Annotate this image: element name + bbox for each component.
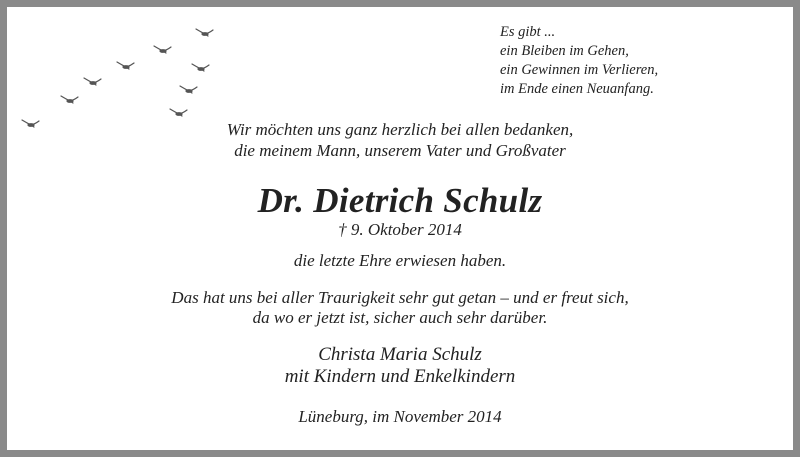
bird-icon bbox=[84, 78, 101, 85]
family-line: Christa Maria Schulz bbox=[318, 344, 482, 365]
bird-icon bbox=[196, 29, 213, 36]
death-date: † 9. Oktober 2014 bbox=[338, 220, 462, 239]
bird-icon bbox=[192, 64, 209, 71]
thanks-line: Das hat uns bei aller Traurigkeit sehr gut getan – und er freut sich, bbox=[171, 288, 629, 307]
bird-icon bbox=[154, 46, 171, 53]
place-date: Lüneburg, im November 2014 bbox=[298, 407, 502, 426]
honor-line: die letzte Ehre erwiesen haben. bbox=[293, 251, 507, 270]
intro-line: Wir möchten uns ganz herzlich bei allen bedanken, bbox=[226, 120, 574, 139]
family-line: mit Kindern und Enkelkindern bbox=[284, 366, 516, 387]
bird-icon bbox=[180, 86, 197, 93]
thanks-text bbox=[7, 288, 793, 328]
intro-text bbox=[7, 119, 793, 161]
bird-icon bbox=[61, 96, 78, 103]
quote-line: ein Bleiben im Gehen, bbox=[500, 43, 629, 59]
obituary-card bbox=[7, 7, 793, 450]
thanks-line: da wo er jetzt ist, sicher auch sehr darüber. bbox=[252, 308, 548, 327]
intro-line: die meinem Mann, unserem Vater und Großvater bbox=[234, 141, 566, 160]
deceased-name: Dr. Dietrich Schulz bbox=[257, 181, 543, 220]
quote-line: Es gibt ... bbox=[500, 24, 556, 40]
bird-icon bbox=[117, 62, 134, 69]
family-signature bbox=[7, 344, 793, 388]
quote-line: im Ende einen Neuanfang. bbox=[500, 81, 654, 97]
bird-icon bbox=[170, 109, 187, 116]
quote-line: ein Gewinnen im Verlieren, bbox=[500, 62, 659, 78]
poem-quote bbox=[500, 23, 658, 99]
